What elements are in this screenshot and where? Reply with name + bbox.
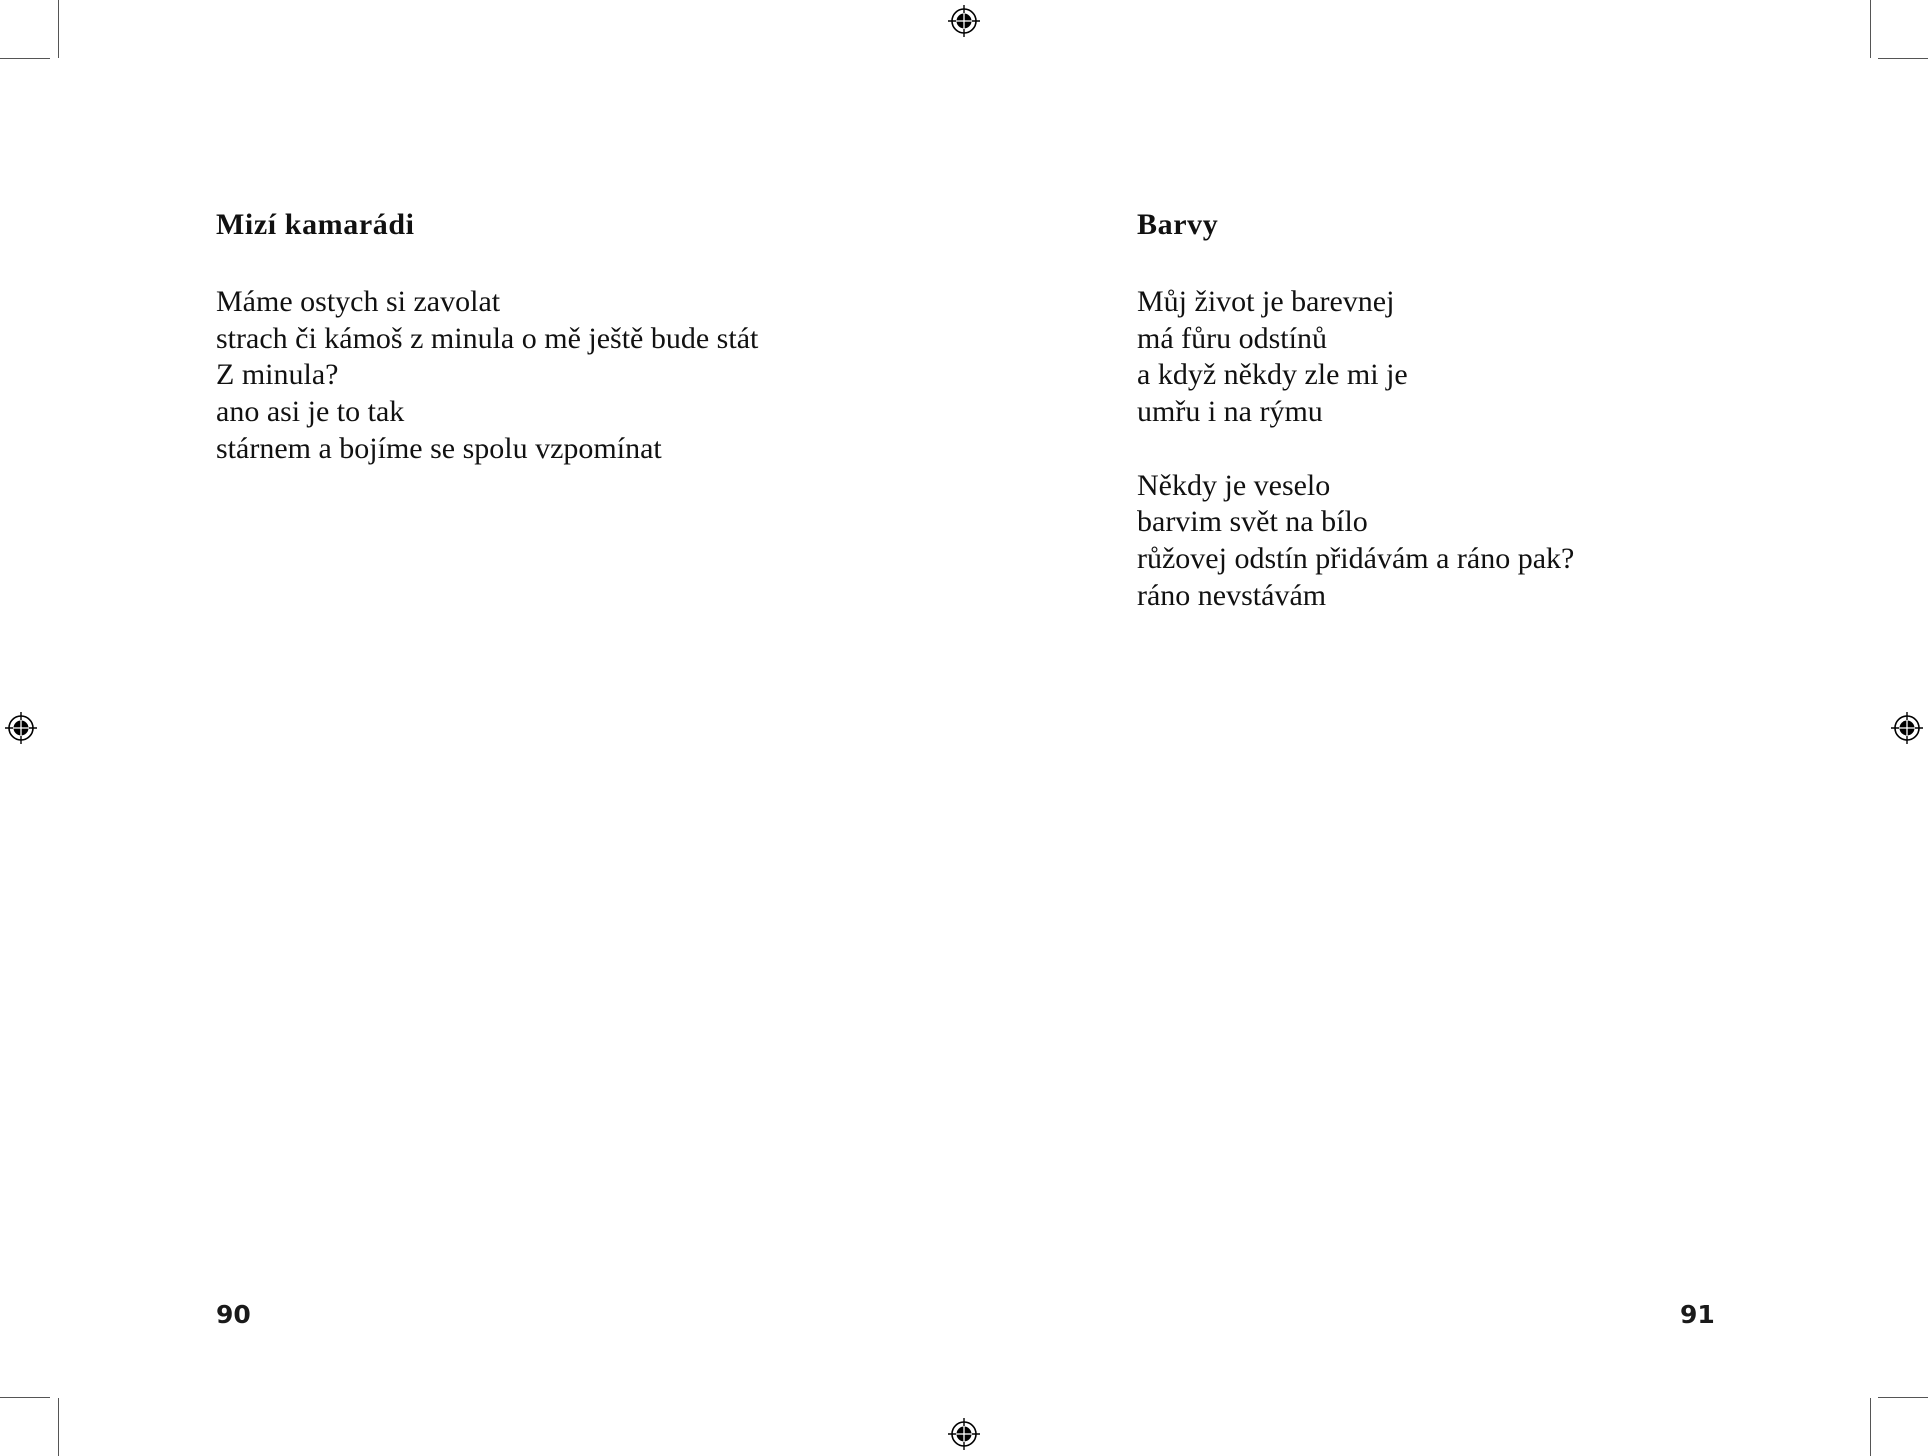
poem-body <box>1137 284 1574 651</box>
poem-line: ano asi je to tak <box>216 395 405 429</box>
poem-line: Z minula? <box>216 358 339 392</box>
poem-line: umřu i na rýmu <box>1137 395 1323 429</box>
poem-line: Můj život je barevnej <box>1137 285 1395 318</box>
right-page <box>1137 0 1757 1456</box>
stanza <box>1137 468 1574 615</box>
crop-mark-top-right-vertical <box>1870 0 1871 58</box>
stanza <box>216 284 758 468</box>
poem-line: Máme ostych si zavolat <box>216 285 501 318</box>
poem-line: ráno nevstávám <box>1137 578 1327 612</box>
poem-line: a když někdy zle mi je <box>1137 358 1408 392</box>
poem-line: stárnem a bojíme se spolu vzpomínat <box>216 431 662 465</box>
left-page <box>216 0 976 1456</box>
poem-title: Barvy <box>1137 208 1219 241</box>
registration-mark-icon <box>5 712 37 744</box>
poem-title: Mizí kamarádi <box>216 208 415 241</box>
poem-body <box>216 284 758 504</box>
registration-mark-icon <box>1891 712 1923 744</box>
crop-mark-bottom-left-vertical <box>58 1398 59 1456</box>
crop-mark-bottom-left-horizontal <box>0 1397 50 1398</box>
page-number: 91 <box>1680 1300 1715 1329</box>
poem-line: barvim svět na bílo <box>1137 505 1368 539</box>
crop-mark-top-right-horizontal <box>1878 58 1928 59</box>
crop-mark-top-left-vertical <box>58 0 59 58</box>
crop-mark-bottom-right-horizontal <box>1878 1397 1928 1398</box>
poem-line: růžovej odstín přidávám a ráno pak? <box>1137 541 1575 575</box>
crop-mark-top-left-horizontal <box>0 58 50 59</box>
poem-line: Někdy je veselo <box>1137 468 1331 502</box>
poem-line: má fůru odstínů <box>1137 321 1327 355</box>
crop-mark-bottom-right-vertical <box>1870 1398 1871 1456</box>
stanza <box>1137 284 1574 431</box>
poem-line: strach či kámoš z minula o mě ještě bude stát <box>216 321 759 355</box>
page-number: 90 <box>216 1300 251 1329</box>
